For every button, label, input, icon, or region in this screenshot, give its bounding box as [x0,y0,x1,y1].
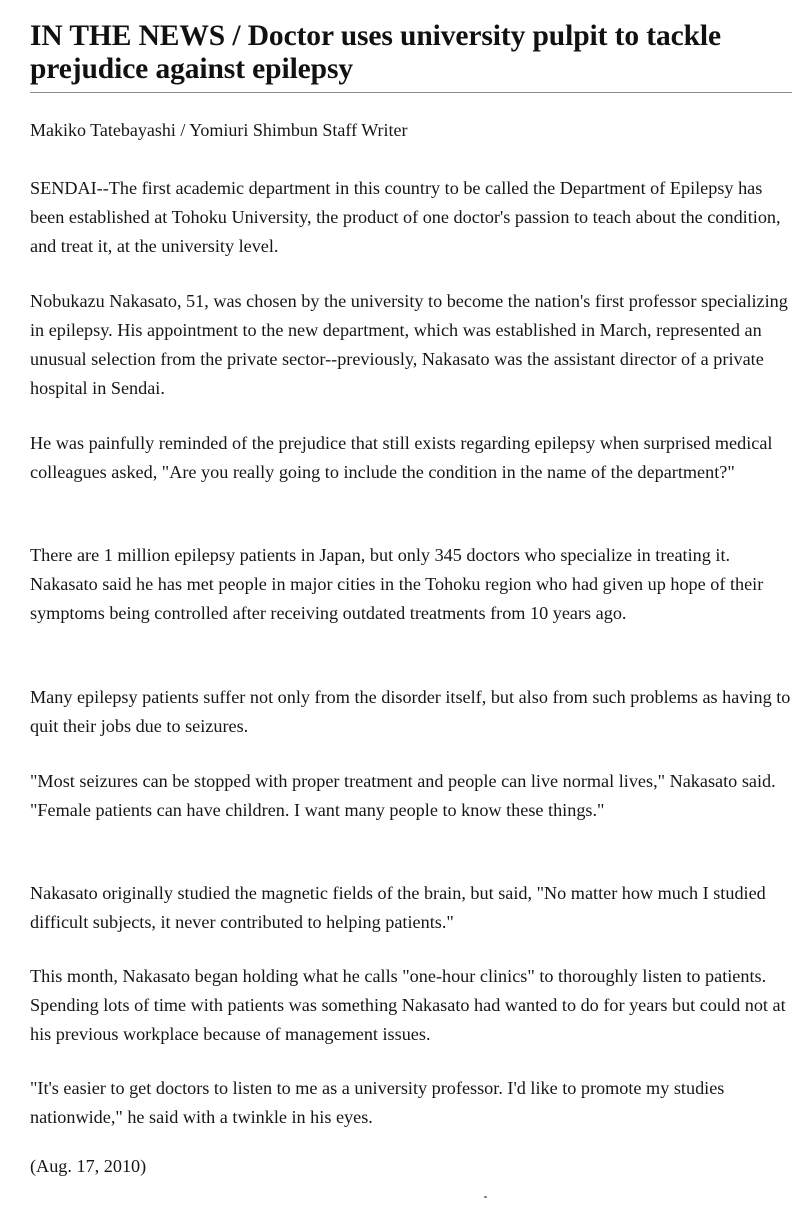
article-headline: IN THE NEWS / Doctor uses university pulpit to tackle prejudice against epilepsy [30,20,722,85]
article-paragraph-3: He was painfully reminded of the prejudice that still exists regarding epilepsy when surprised medical colleagues asked, "Are you really going to include the condition in the name of the department?" [30,433,773,482]
headline-divider [30,92,792,93]
article-paragraph-2: Nobukazu Nakasato, 51, was chosen by the university to become the nation's first professor specializing in epilepsy. His appointment to the new department, which was established in March, represented an unusual selection from the private sector--previously, Nakasato was the assistant director of a private hospital in Sendai. [30,291,788,398]
article-paragraph-1: SENDAI--The first academic department in this country to be called the Department of Epilepsy has been established at Tohoku University, the product of one doctor's passion to teach about the condition, and treat it, at the university level. [30,178,781,256]
article-paragraph-9: "It's easier to get doctors to listen to me as a university professor. I'd like to promote my studies nationwide," he said with a twinkle in his eyes. [30,1078,725,1127]
article-paragraph-7: Nakasato originally studied the magnetic fields of the brain, but said, "No matter how much I studied difficult subjects, it never contributed to helping patients." [30,883,766,932]
article-date: (Aug. 17, 2010) [30,1156,147,1176]
article-paragraph-4: There are 1 million epilepsy patients in Japan, but only 345 doctors who specialize in treating it. Nakasato said he has met people in major cities in the Tohoku region who had given up hope of their symptoms being controlled after receiving outdated treatments from 10 years ago. [30,545,764,623]
article-paragraph-6: "Most seizures can be stopped with proper treatment and people can live normal lives," Nakasato said. "Female patients can have children. I want many people to know these things." [30,771,776,820]
article-paragraph-5: Many epilepsy patients suffer not only from the disorder itself, but also from such problems as having to quit their jobs due to seizures. [30,687,791,736]
article-byline: Makiko Tatebayashi / Yomiuri Shimbun Staff Writer [30,120,408,140]
scan-speck [484,1196,487,1198]
article-paragraph-8: This month, Nakasato began holding what he calls "one-hour clinics" to thoroughly listen to patients. Spending lots of time with patients was something Nakasato had wanted to do for years but could not at his previous workplace because of management issues. [30,966,786,1044]
